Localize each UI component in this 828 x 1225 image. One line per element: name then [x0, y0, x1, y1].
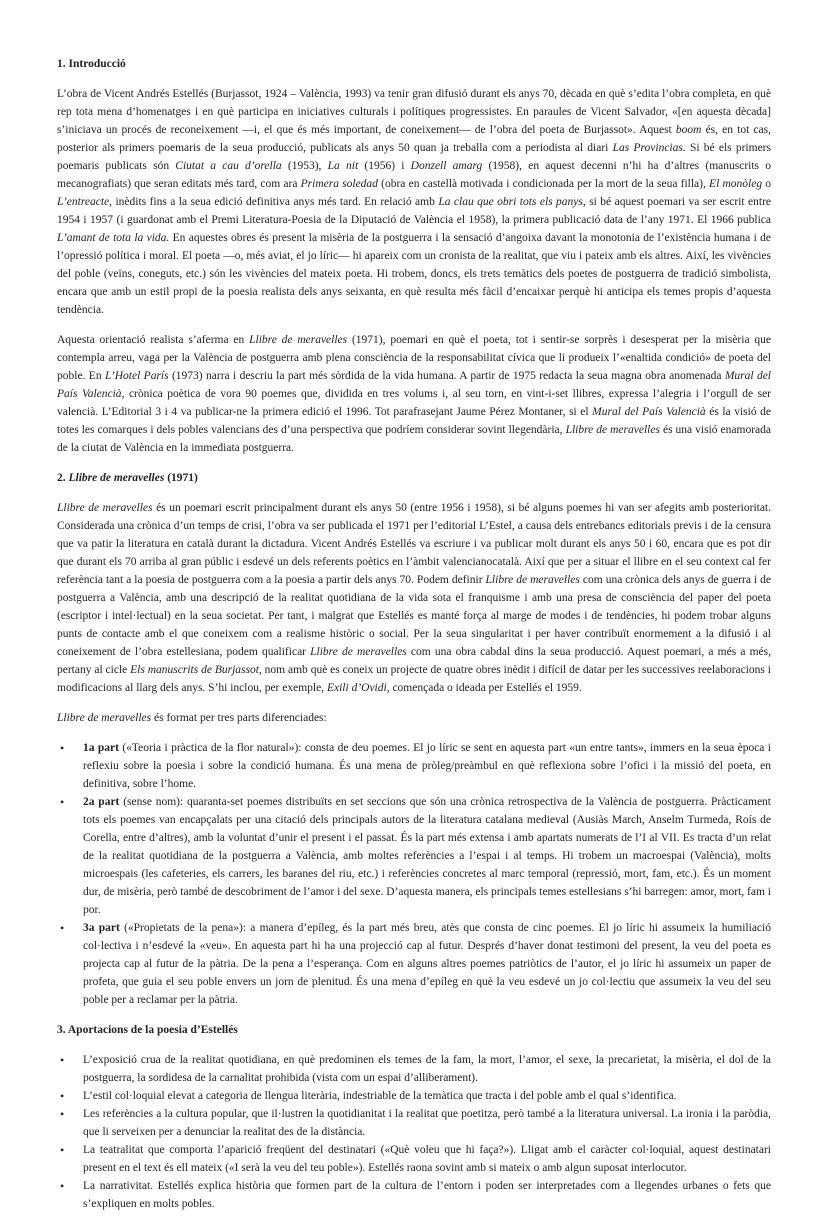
bold-text: 3. Aportacions de la poesia d’Estellés: [57, 1024, 238, 1036]
italic-text: Las Provincias.: [612, 142, 686, 154]
document-body: [57, 55, 771, 1225]
bold-text: 2.: [57, 472, 69, 484]
text-run: és una visió enamorada de la ciutat de València en la immediata postguerra.: [57, 424, 771, 454]
paragraph: [57, 499, 771, 697]
text-run: és un poemari escrit principalment durant els anys 50 (entre 1956 i 1958), si bé alguns poemes hi van ser afegits amb posterioritat. Considerada una crònica d’un temps de crisi, l’obra va ser publicada el 1971 per l’editorial L’Estel, a causa dels entrebancs editorials previs i de la censura que va patir la literatura en català durant la dictadura. Vicent Andrés Estellés va escriure i va publicar molt durant els anys 50 i 60, encara que es pot dir que durant els 70 arriba al gran públic i esdevé un dels referents poètics en l’àmbit valencianocatalà. Així que per a situar el llibre en el seu context cal fer referència tant a la poesia de postguerra com a la poesia a partir dels anys 70. Podem definir: [57, 502, 772, 586]
italic-text: L’entreacte: [57, 196, 110, 208]
list-item: [57, 1051, 771, 1087]
text-run: començada o ideada per Estellés el 1959.: [389, 682, 582, 694]
italic-text: boom: [675, 124, 702, 136]
bullet-list: [57, 1051, 771, 1213]
text-run: , crònica poètica de vora 90 poemes que, dividida en tres volums i, al seu torn, en vint-i-set llibres, expressa l’alegria i l’orgull de ser valencià. L’Editorial 3 i 4 va publicar-ne la primera edició el 1996. Tot parafrasejant Jaume Pérez Montaner, si el: [57, 388, 771, 418]
paragraph: [57, 331, 771, 457]
italic-text: Llibre de meravelles: [249, 334, 348, 346]
paragraph: [57, 709, 771, 727]
text-run: nom amb què es coneix un projecte de quatre obres inèdit i difícil de datar per les successives reelaboracions i modificacions al llarg dels anys. S’hi inclou, per exemple,: [57, 664, 771, 694]
list-item: [57, 919, 771, 1009]
text-run: (1973) narra i descriu la part més sòrdida de la vida humana. A partir de 1975 redacta la seua magna obra anomenada: [168, 370, 725, 382]
paragraph: [57, 85, 771, 319]
text-run: L’exposició crua de la realitat quotidiana, en què predominen els temes de la fam, la mort, l’amor, el sexe, la precarietat, la misèria, el dol de la postguerra, la sordidesa de la carnalitat prohibida (vista com un espai d’alliberament).: [83, 1054, 771, 1084]
section-heading-aportacions: [57, 1021, 771, 1039]
italic-text: La clau que obri tots els panys,: [438, 196, 586, 208]
text-run: és format per tres parts diferenciades:: [151, 712, 327, 724]
text-run: (1956) i: [358, 160, 411, 172]
text-run: (sense nom): quaranta-set poemes distribuïts en set seccions que són una crònica retrospectiva de la València de postguerra. Pràcticament tots els poemes van encapçalats per una citació dels principals autors de la literatura catalana medieval (Ausiàs March, Anselm Turmeda, Roís de Corella, entre d’altres), amb la voluntat d’unir el present i el passat. És la part més extensa i amb apartats numerats de l’I al VII. Es tracta d’un relat de la realitat quotidiana de la postguerra a València, amb moltes referències a l’espai i al temps. Hi trobem un macroespai (València), molts microespais (les cafeteries, els carrers, les baranes del riu, etc.) i referències concretes al marc temporal (repressió, mort, fam, etc.). És un moment dur, de misèria, però també de descobriment de l’amor i del sexe. D’aquesta manera, els principals temes estellesians s’hi barregen: amor, mort, fam i por.: [83, 796, 771, 916]
list-item: [57, 739, 771, 793]
bold-text: 3a part: [83, 922, 120, 934]
italic-text: Donzell amarg: [410, 160, 483, 172]
list-item: [57, 1087, 771, 1105]
bullet-list: [57, 739, 771, 1009]
italic-text: Llibre de meravelles: [68, 472, 165, 484]
bold-text: 1. Introducció: [57, 58, 126, 70]
text-run: és la visió de totes les comarques i dels pobles valencians des d’una perspectiva que podríem considerar sovint llegendària,: [57, 406, 771, 436]
italic-text: Els manuscrits de Burjassot,: [130, 664, 262, 676]
italic-text: Mural del País Valencià: [592, 406, 706, 418]
italic-text: Mural del País Valencià: [57, 370, 772, 400]
text-run: (1971), poemari en què el poeta, tot i sentir-se sorprès i desesperat per la misèria que contempla arreu, vaga per la València de postguerra amb plena consciència de la responsabilitat cívica que li produeix l’«enaltida condició» de poeta del poble. En: [57, 334, 771, 382]
italic-text: Llibre de meravelles: [57, 712, 152, 724]
text-run: , inèdits fins a la seua edició definitiva anys més tard. En relació amb: [109, 196, 439, 208]
italic-text: La nit: [327, 160, 359, 172]
italic-text: Llibre de meravelles: [565, 424, 660, 436]
text-run: com una obra cabdal dins la seua producció. Aquest poemari, a més a més, pertany al cicle: [57, 646, 771, 676]
text-run: o: [762, 178, 772, 190]
italic-text: L’amant de tota la vida.: [57, 232, 170, 244]
text-run: En aquestes obres és present la misèria de la postguerra i la sensació d’angoixa davant la monotonia de l’existència humana i de l’opressió política i moral. El poeta —o, més aviat, el jo líric— hi apareix com un cronista de la realitat, que viu i pateix amb els altres. Així, les vivències del poble (veïns, coneguts, etc.) són les vivències del mateix poeta. Hi trobem, doncs, els trets temàtics dels poetes de postguerra de tradició simbolista, encara que amb un estil propi de la poesia realista dels anys seixanta, en què resulta més fàcil d’encaixar perquè hi anticipa els temes propis d’aquesta tendència.: [57, 232, 771, 316]
text-run: Les referències a la cultura popular, que il·lustren la quotidianitat i la realitat que poetitza, però també a la literatura universal. La ironia i la paròdia, que li serveixen per a denunciar la realitat des de la distància.: [83, 1108, 771, 1138]
italic-text: El monòleg: [709, 178, 763, 190]
text-run: (1958), en aquest decenni n’hi ha d’altres (manuscrits o mecanografiats) que seran editats més tard, com ara: [57, 160, 771, 190]
italic-text: L’Hotel París: [104, 370, 169, 382]
text-run: («Teoria i pràctica de la flor natural»): consta de deu poemes. El jo líric se sent en aquesta part «un entre tants», immers en la seua època i reflexiu sobre la poesia i sobre la condició humana. És una mena de pròleg/preàmbul en què reflexiona sobre l’ofici i la missió del poeta, en definitiva, sobre l’home.: [83, 742, 771, 790]
italic-text: Llibre de meravelles: [310, 646, 407, 658]
italic-text: Primera soledad: [300, 178, 378, 190]
text-run: L’estil col·loquial elevat a categoria de llengua literària, indestriable de la temàtica que tracta i del poble amb el qual s’identifica.: [83, 1090, 677, 1102]
section-heading-introduccio: [57, 55, 771, 73]
text-run: L’obra de Vicent Andrés Estellés (Burjassot, 1924 – València, 1993) va tenir gran difusió durant els anys 70, dècada en què s’edita l’obra completa, en què rep tota mena d’homenatges i en què participa en iniciatives culturals i polítiques progressistes. En paraules de Vicent Salvador, «[en aquesta dècada] s’iniciava un procés de reconeixement —i, el que és més important, de coneixement— de l’obra del poeta de Burjassot». Aquest: [57, 88, 771, 136]
italic-text: Ciutat a cau d’orella: [175, 160, 282, 172]
text-run: La teatralitat que comporta l’aparició freqüent del destinatari («Què voleu que hi faça?»). Lligat amb el caràcter col·loquial, aquest destinatari present en el text és ell mateix («I serà la veu del teu poble»). Estellés raona sovint amb si mateix o amb algun suposat interlocutor.: [83, 1144, 771, 1174]
text-run: («Propietats de la pena»): a manera d’epíleg, és la part més breu, atès que consta de cinc poemes. El jo líric hi assumeix la humiliació col·lectiva i n’esdevé la «veu». En aquesta part hi ha una projecció cap al futur. Després d’haver donat testimoni del present, la veu del poeta es projecta cap al futur de la pàtria. De la pena a l’esperança. Com en alguns altres poemes patriòtics de l’autor, el jo líric hi assumeix un paper de profeta, que guia el seu poble envers un jorn de plenitud. És una mena d’epíleg en què la veu esdevé un jo col·lectiu que assumeix la veu del seu poble per a reclamar per la pàtria.: [83, 922, 771, 1006]
bold-text: 2a part: [83, 796, 120, 808]
text-run: (obra en castellà motivada i condicionada per la mort de la seua filla),: [377, 178, 710, 190]
section-heading-llibre-de-meravelles: [57, 469, 771, 487]
list-item: [57, 1141, 771, 1177]
bold-text: (1971): [164, 472, 198, 484]
italic-text: Llibre de meravelles: [57, 502, 153, 514]
text-run: La narrativitat. Estellés explica història que formen part de la cultura de l’entorn i poden ser interpretades com a llegendes urbanes o fets que s’expliquen en molts pobles.: [83, 1180, 771, 1210]
text-run: si bé aquest poemari va ser escrit entre 1954 i 1957 (i guardonat amb el Premi Literatura-Poesia de la Diputació de València el 1958), la primera publicació data de l’any 1971. El 1966 publica: [57, 196, 772, 226]
text-run: Si bé els primers poemaris publicats són: [57, 142, 771, 172]
text-run: com una crònica dels anys de guerra i de postguerra a València, amb una descripció de la realitat quotidiana de la vida sota el franquisme i amb una presa de consciència del paper del poeta (escriptor i intel·lectual) en la seua societat. Per tant, i malgrat que Estellés es manté força al marge de modes i de tendències, hi podem trobar alguns punts de contacte amb el que coneixem com a realisme històric o social. Per la seua singularitat i per haver contribuït enormement a la difusió i al coneixement de l’obra estellesiana, podem qualificar: [57, 574, 771, 658]
list-item: [57, 793, 771, 919]
italic-text: Llibre de meravelles: [485, 574, 580, 586]
text-run: (1953),: [281, 160, 328, 172]
text-run: Aquesta orientació realista s’aferma en: [57, 334, 250, 346]
text-run: és, en tot cas, posterior als primers poemaris de la seua producció, publicats als anys 50 quan ja treballa com a periodista al diari: [57, 124, 771, 154]
bold-text: 1a part: [83, 742, 119, 754]
italic-text: Exili d’Ovidi,: [326, 682, 390, 694]
list-item: [57, 1105, 771, 1141]
list-item: [57, 1177, 771, 1213]
